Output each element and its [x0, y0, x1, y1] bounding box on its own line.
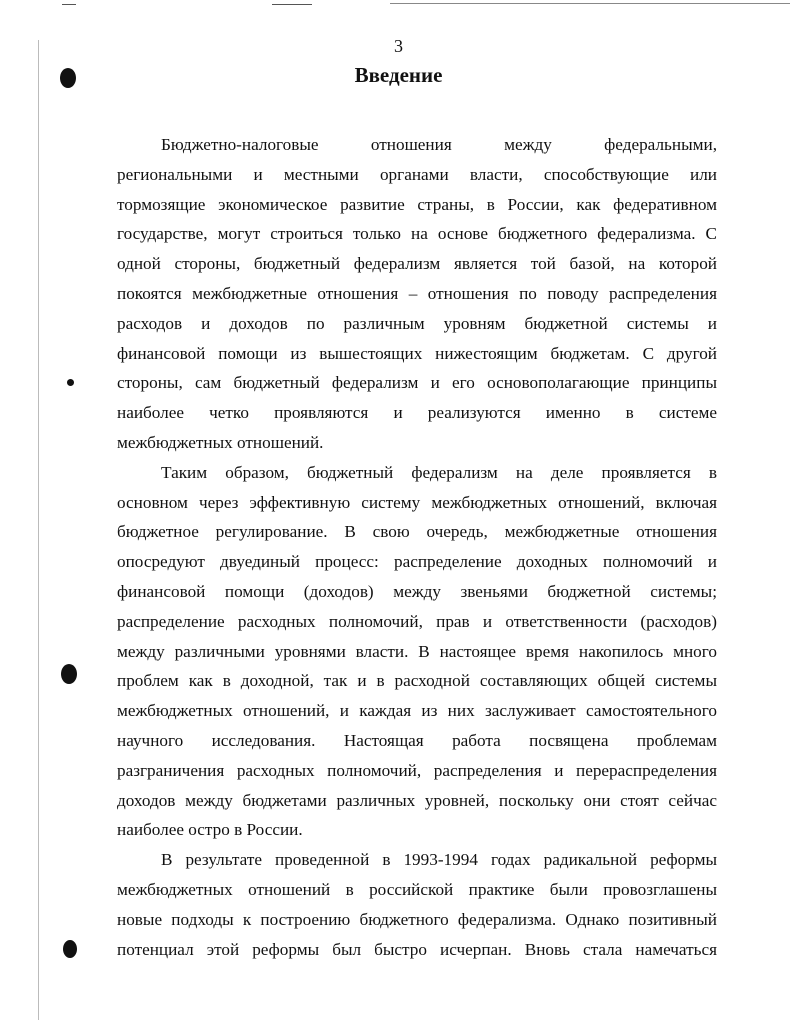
text-line: новые подходы к построению бюджетного федерализма. Однако позитивный — [117, 909, 717, 929]
document-body — [117, 130, 717, 964]
text-line: финансовой помощи (доходов) между звеньями бюджетной системы; — [117, 581, 717, 601]
text-line: межбюджетных отношений. — [117, 432, 324, 452]
scan-artifact-top-2 — [272, 4, 312, 5]
text-line: тормозящие экономическое развитие страны, в России, как федеративном — [117, 194, 717, 214]
text-line: Бюджетно-налоговые отношения между федеральными, — [161, 135, 717, 154]
text-line: основном через эффективную систему межбюджетных отношений, включая — [117, 492, 717, 512]
text-line: между различными уровнями власти. В настоящее время накопилось много — [117, 641, 717, 661]
text-line: стороны, сам бюджетный федерализм и его основополагающие принципы — [117, 373, 717, 393]
text-line: расходов и доходов по различным уровням бюджетной системы и — [117, 313, 717, 333]
paragraph-2 — [117, 458, 717, 845]
text-line: покоятся межбюджетные отношения – отношения по поводу распределения — [117, 283, 717, 303]
text-line: финансовой помощи из вышестоящих нижестоящим бюджетам. С другой — [117, 343, 717, 363]
paragraph-1 — [117, 130, 717, 458]
binder-hole-mark-4 — [63, 940, 77, 958]
text-line: государстве, могут строиться только на основе бюджетного федерализма. С — [117, 224, 717, 244]
text-line: региональными и местными органами власти, способствующие или — [117, 164, 717, 184]
text-line: наиболее остро в России. — [117, 820, 303, 840]
scan-left-edge — [38, 40, 39, 1020]
text-line: доходов между бюджетами различных уровней, поскольку они стоят сейчас — [117, 790, 717, 810]
text-line: одной стороны, бюджетный федерализм является той базой, на которой — [117, 254, 717, 274]
scan-artifact-top-1 — [62, 4, 76, 5]
binder-hole-mark-2 — [67, 379, 74, 386]
text-line: опосредуют двуединый процесс: распределение доходных полномочий и — [117, 552, 717, 572]
text-line: распределение расходных полномочий, прав и ответственности (расходов) — [117, 611, 717, 631]
text-line: научного исследования. Настоящая работа посвящена проблемам — [117, 730, 717, 750]
text-line: проблем как в доходной, так и в расходной составляющих общей системы — [117, 671, 717, 691]
text-line: межбюджетных отношений в российской практике были провозглашены — [117, 879, 717, 899]
text-line: разграничения расходных полномочий, распределения и перераспределения — [117, 760, 717, 780]
text-line: бюджетное регулирование. В свою очередь, межбюджетные отношения — [117, 522, 717, 542]
text-line: межбюджетных отношений, и каждая из них заслуживает самостоятельного — [117, 701, 717, 721]
scan-artifact-top-3 — [390, 3, 790, 4]
paragraph-3 — [117, 845, 717, 964]
page-number: 3 — [394, 36, 403, 56]
page-title: Введение — [354, 63, 443, 87]
text-line: Таким образом, бюджетный федерализм на деле проявляется в — [161, 462, 717, 482]
text-line: наиболее четко проявляются и реализуются именно в системе — [117, 403, 717, 423]
text-line: потенциал этой реформы был быстро исчерпан. Вновь стала намечаться — [117, 939, 717, 959]
text-line: В результате проведенной в 1993-1994 годах радикальной реформы — [161, 850, 717, 870]
binder-hole-mark-3 — [61, 664, 77, 684]
